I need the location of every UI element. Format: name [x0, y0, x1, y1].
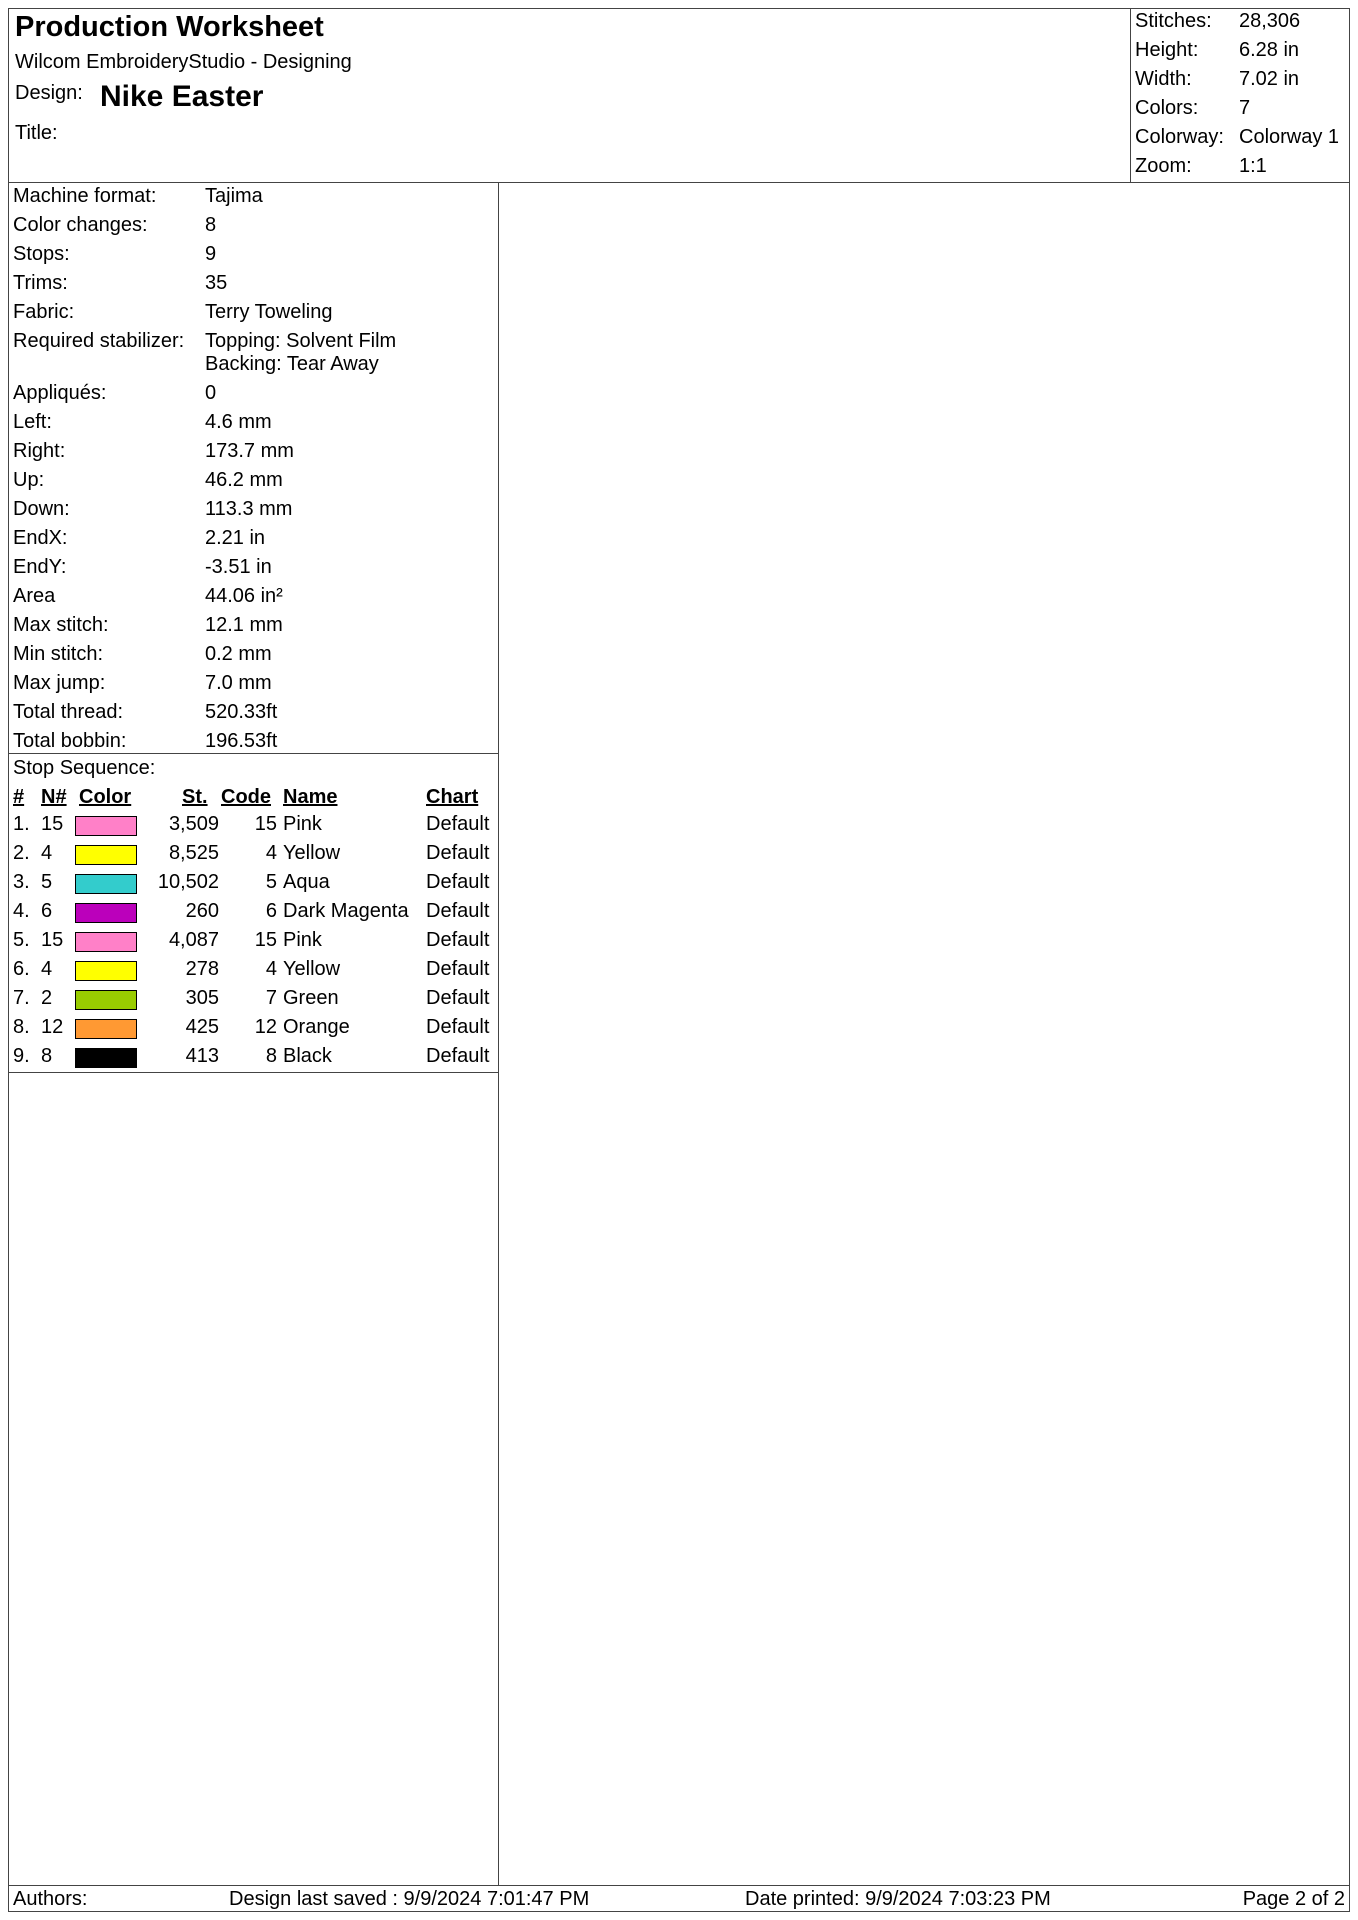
summary-row — [1131, 96, 1350, 125]
stop-index: 5. — [13, 929, 30, 951]
stitch-count: 8,525 — [168, 842, 219, 864]
stat-value-secondary: Backing: Tear Away — [205, 353, 379, 375]
stop-index: 8. — [13, 1016, 30, 1038]
stat-label: Min stitch: — [13, 643, 104, 665]
stop-index: 7. — [13, 987, 30, 1009]
stat-value: 173.7 mm — [205, 440, 294, 462]
stat-value: 520.33ft — [205, 701, 278, 723]
thread-chart: Default — [426, 871, 490, 893]
stop-row — [9, 811, 497, 840]
summary-row — [1131, 154, 1350, 183]
summary-label: Stitches: — [1135, 10, 1212, 32]
stat-value: 12.1 mm — [205, 614, 283, 636]
color-swatch — [75, 1019, 137, 1039]
stop-index: 6. — [13, 958, 30, 980]
stat-value: 7.0 mm — [205, 672, 272, 694]
stat-label: Right: — [13, 440, 66, 462]
needle-number: 4 — [41, 958, 53, 980]
stat-label: Down: — [13, 498, 70, 520]
stat-label: Left: — [13, 411, 52, 433]
thread-name: Pink — [283, 813, 322, 835]
stat-label: Max jump: — [13, 672, 106, 694]
authors-label: Authors: — [13, 1888, 88, 1910]
stop-row — [9, 927, 497, 956]
stat-label: EndX: — [13, 527, 68, 549]
needle-number: 12 — [41, 1016, 64, 1038]
color-swatch — [75, 990, 137, 1010]
needle-number: 5 — [41, 871, 53, 893]
needle-number: 6 — [41, 900, 53, 922]
stop-row — [9, 869, 497, 898]
stop-index: 2. — [13, 842, 30, 864]
summary-row — [1131, 38, 1350, 67]
stat-label: Total thread: — [13, 701, 124, 723]
date-printed: Date printed: 9/9/2024 7:03:23 PM — [745, 1888, 1051, 1910]
stat-value: 4.6 mm — [205, 411, 272, 433]
color-swatch — [75, 961, 137, 981]
thread-chart: Default — [426, 1045, 490, 1067]
stat-label: Trims: — [13, 272, 68, 294]
thread-name: Black — [283, 1045, 332, 1067]
summary-label: Colorway: — [1135, 126, 1224, 148]
thread-name: Aqua — [283, 871, 330, 893]
stitch-count: 413 — [185, 1045, 219, 1067]
stat-value: 113.3 mm — [205, 498, 293, 520]
design-stats — [9, 183, 499, 754]
stop-row — [9, 898, 497, 927]
stat-value: -3.51 in — [205, 556, 272, 578]
stat-label: Fabric: — [13, 301, 75, 323]
worksheet-header — [9, 9, 1349, 183]
needle-number: 15 — [41, 813, 64, 835]
summary-row — [1131, 125, 1350, 154]
stat-label: Required stabilizer: — [13, 330, 185, 352]
thread-code: 4 — [265, 842, 277, 864]
thread-chart: Default — [426, 929, 490, 951]
stitch-count: 260 — [185, 900, 219, 922]
stat-label: Machine format: — [13, 185, 157, 207]
stat-value: 44.06 in² — [205, 585, 283, 607]
stop-row — [9, 1043, 497, 1072]
col-header-name: Name — [283, 786, 338, 808]
stop-row — [9, 840, 497, 869]
thread-chart: Default — [426, 842, 490, 864]
design-preview-area — [499, 183, 1349, 1885]
col-header-code: Code — [221, 786, 271, 808]
stat-value: 196.53ft — [205, 730, 278, 752]
needle-number: 8 — [41, 1045, 53, 1067]
summary-value: 1:1 — [1239, 155, 1267, 177]
thread-chart: Default — [426, 813, 490, 835]
stop-index: 1. — [13, 813, 30, 835]
stat-label: Color changes: — [13, 214, 148, 236]
summary-label: Zoom: — [1135, 155, 1192, 177]
thread-name: Pink — [283, 929, 322, 951]
stop-row — [9, 956, 497, 985]
stop-row — [9, 985, 497, 1014]
worksheet-footer — [9, 1885, 1349, 1911]
thread-name: Yellow — [283, 842, 341, 864]
thread-code: 12 — [254, 1016, 277, 1038]
thread-code: 4 — [265, 958, 277, 980]
thread-name: Yellow — [283, 958, 341, 980]
page-title: Production Worksheet — [15, 11, 324, 43]
stat-label: Max stitch: — [13, 614, 109, 636]
stat-label: Total bobbin: — [13, 730, 127, 752]
summary-label: Colors: — [1135, 97, 1199, 119]
thread-code: 8 — [265, 1045, 277, 1067]
stat-value: 2.21 in — [205, 527, 266, 549]
col-header-index: # — [13, 786, 25, 808]
stitch-count: 425 — [185, 1016, 219, 1038]
color-swatch — [75, 845, 137, 865]
stat-label: Appliqués: — [13, 382, 107, 404]
thread-code: 7 — [265, 987, 277, 1009]
header-info — [15, 9, 1125, 183]
details-panel — [9, 183, 499, 1885]
summary-value: Colorway 1 — [1239, 126, 1340, 148]
stat-value: 8 — [205, 214, 217, 236]
title-label: Title: — [15, 122, 58, 144]
thread-code: 15 — [254, 929, 277, 951]
stat-value: 46.2 mm — [205, 469, 283, 491]
summary-row — [1131, 67, 1350, 96]
stop-index: 3. — [13, 871, 30, 893]
stat-value: 9 — [205, 243, 217, 265]
stop-index: 9. — [13, 1045, 30, 1067]
col-header-needle: N# — [41, 786, 67, 808]
thread-chart: Default — [426, 1016, 490, 1038]
color-swatch — [75, 903, 137, 923]
stat-value: Topping: Solvent Film — [205, 330, 397, 352]
stop-sequence — [9, 755, 499, 1073]
stitch-count: 278 — [185, 958, 219, 980]
col-header-color: Color — [79, 786, 132, 808]
col-header-stitches: St. — [182, 786, 208, 808]
design-summary — [1130, 9, 1349, 183]
color-swatch — [75, 932, 137, 952]
app-name: Wilcom EmbroideryStudio - Designing — [15, 51, 352, 73]
stat-label: Area — [13, 585, 56, 607]
stat-value: Terry Toweling — [205, 301, 333, 323]
color-swatch — [75, 874, 137, 894]
stat-value: 35 — [205, 272, 228, 294]
worksheet-page — [8, 8, 1350, 1912]
stitch-count: 10,502 — [157, 871, 219, 893]
stop-index: 4. — [13, 900, 30, 922]
summary-value: 7.02 in — [1239, 68, 1300, 90]
color-swatch — [75, 1048, 137, 1068]
color-swatch — [75, 816, 137, 836]
thread-code: 15 — [254, 813, 277, 835]
thread-chart: Default — [426, 987, 490, 1009]
thread-code: 5 — [265, 871, 277, 893]
design-name: Nike Easter — [100, 80, 264, 113]
stitch-count: 4,087 — [168, 929, 219, 951]
page-number: Page 2 of 2 — [1242, 1888, 1345, 1910]
design-label: Design: — [15, 82, 83, 104]
stat-value: 0.2 mm — [205, 643, 272, 665]
needle-number: 2 — [41, 987, 53, 1009]
summary-label: Width: — [1135, 68, 1192, 90]
stop-sequence-title: Stop Sequence: — [13, 757, 156, 779]
needle-number: 15 — [41, 929, 64, 951]
stat-label: Up: — [13, 469, 45, 491]
last-saved: Design last saved : 9/9/2024 7:01:47 PM — [229, 1888, 590, 1910]
thread-name: Orange — [283, 1016, 350, 1038]
thread-code: 6 — [265, 900, 277, 922]
stat-value: 0 — [205, 382, 217, 404]
stitch-count: 305 — [185, 987, 219, 1009]
stat-value: Tajima — [205, 185, 263, 207]
summary-value: 28,306 — [1239, 10, 1301, 32]
stitch-count: 3,509 — [168, 813, 219, 835]
col-header-chart: Chart — [426, 786, 479, 808]
summary-value: 6.28 in — [1239, 39, 1300, 61]
stop-row — [9, 1014, 497, 1043]
thread-chart: Default — [426, 900, 490, 922]
stat-label: Stops: — [13, 243, 70, 265]
stat-label: EndY: — [13, 556, 67, 578]
thread-name: Dark Magenta — [283, 900, 409, 922]
summary-value: 7 — [1239, 97, 1251, 119]
needle-number: 4 — [41, 842, 53, 864]
thread-name: Green — [283, 987, 339, 1009]
summary-label: Height: — [1135, 39, 1199, 61]
thread-chart: Default — [426, 958, 490, 980]
summary-row — [1131, 9, 1350, 38]
